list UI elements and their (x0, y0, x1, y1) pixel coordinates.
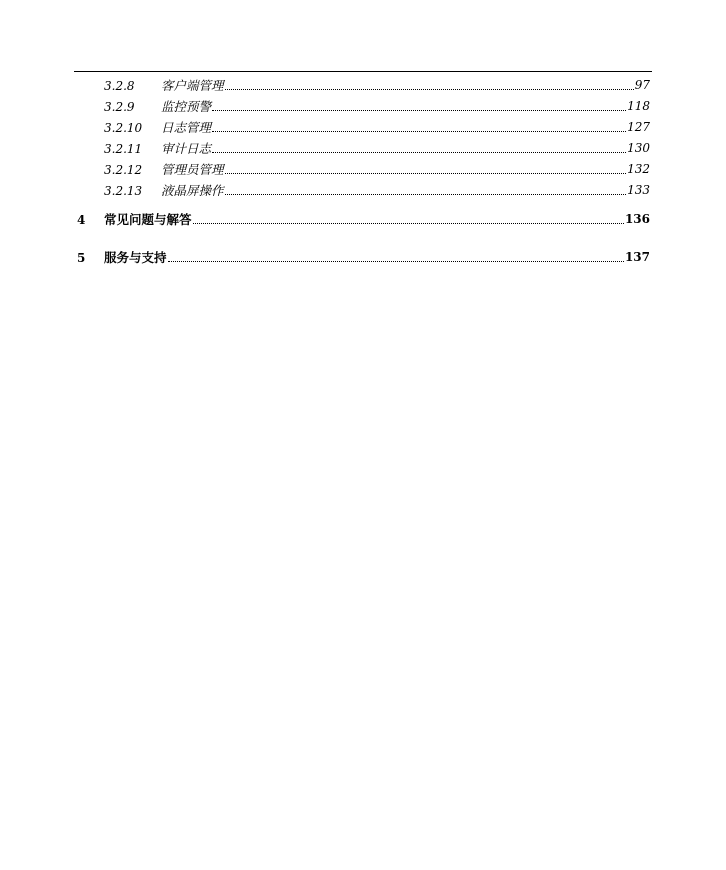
dot-leader (193, 223, 624, 224)
toc-entry-number: 3.2.10 (104, 121, 143, 135)
toc-entry-number: 4 (77, 213, 86, 227)
toc-entry-title: 管理员管理 (161, 162, 224, 177)
toc-entry-page: 133 (627, 183, 650, 197)
toc-entry-title: 液晶屏操作 (161, 183, 224, 198)
dot-leader (168, 261, 624, 262)
toc-entry-page: 132 (627, 162, 650, 176)
dot-leader (225, 194, 627, 195)
toc-entry-number: 5 (77, 251, 86, 265)
toc-entry-page: 130 (627, 141, 650, 155)
toc-entry-page: 127 (627, 120, 650, 134)
dot-leader (225, 89, 634, 90)
dot-leader (225, 173, 627, 174)
toc-entry-number: 3.2.13 (104, 184, 143, 198)
header-rule (74, 71, 652, 72)
toc-entry-3-2-13[interactable] (0, 180, 726, 198)
toc-entry-number: 3.2.12 (104, 163, 143, 177)
toc-entry-number: 3.2.8 (104, 79, 135, 93)
toc-entry-3-2-8[interactable] (0, 75, 726, 93)
toc-entry-5[interactable] (0, 247, 726, 265)
toc-entry-number: 3.2.11 (104, 142, 143, 156)
toc-entry-page: 136 (624, 212, 650, 226)
toc-entry-3-2-9[interactable] (0, 96, 726, 114)
toc-entry-4[interactable] (0, 209, 726, 227)
toc-entry-title: 监控预警 (161, 99, 212, 114)
dot-leader (212, 131, 626, 132)
toc-entry-title: 常见问题与解答 (104, 212, 192, 227)
toc-entry-title: 服务与支持 (104, 250, 167, 265)
toc-entry-page: 118 (627, 99, 650, 113)
toc-entry-3-2-11[interactable] (0, 138, 726, 156)
toc-entry-page: 97 (634, 78, 650, 92)
toc-entry-number: 3.2.9 (104, 100, 135, 114)
dot-leader (212, 152, 626, 153)
dot-leader (212, 110, 626, 111)
toc-entry-3-2-12[interactable] (0, 159, 726, 177)
toc-entry-page: 137 (624, 250, 650, 264)
toc-entry-title: 日志管理 (161, 120, 212, 135)
toc-entry-title: 客户端管理 (161, 78, 224, 93)
toc-entry-3-2-10[interactable] (0, 117, 726, 135)
toc-entry-title: 审计日志 (161, 141, 212, 156)
